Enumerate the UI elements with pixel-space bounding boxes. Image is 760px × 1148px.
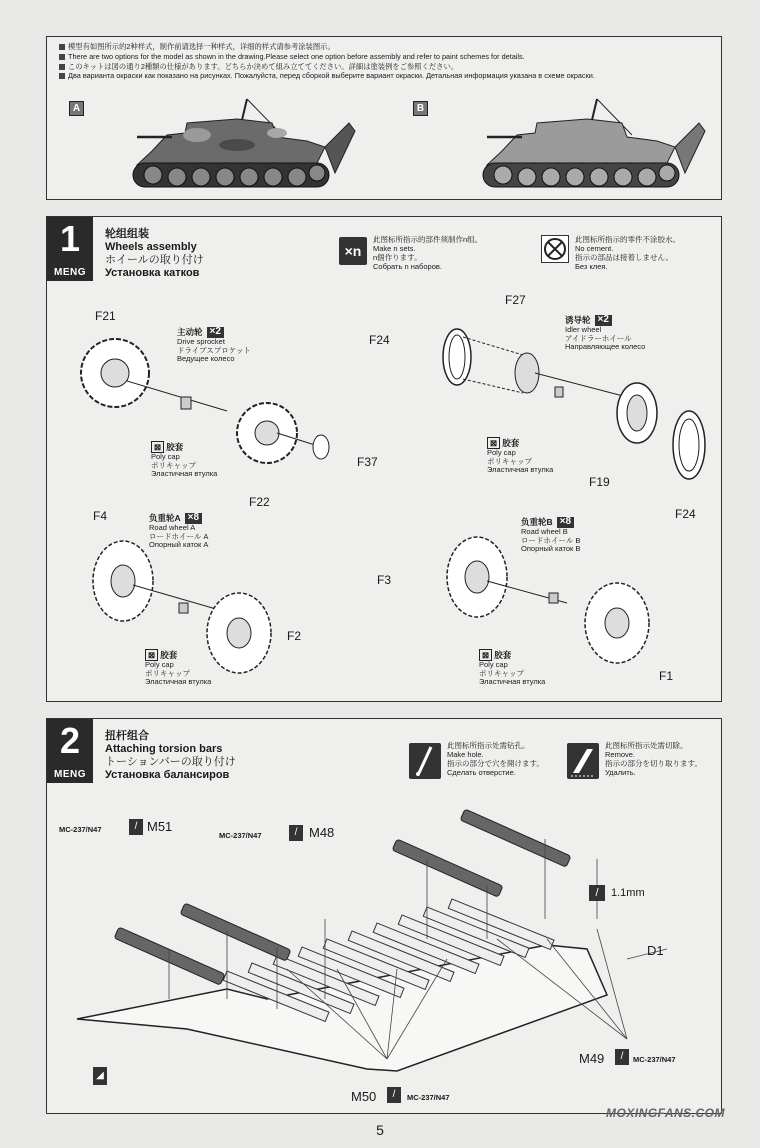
step1-panel bbox=[46, 216, 722, 702]
step2-panel bbox=[46, 718, 722, 1114]
part-f3: F3 bbox=[377, 573, 392, 587]
poly-cap-label-3: ⊠ 胶套 Poly cap ポリキャップ Эластичная втулка bbox=[145, 650, 212, 687]
step2-title: 扭杆组合 Attaching torsion bars トーションバーの取り付け Установка балансиров bbox=[105, 730, 236, 781]
idler-wheel-count: ×2 bbox=[595, 315, 612, 326]
step2-number: 2 bbox=[47, 719, 93, 769]
poly-cap-label-1: ⊠ 胶套 Poly cap ポリキャップ Эластичная втулка bbox=[151, 442, 218, 479]
note-en: There are two options for the model as shown in the drawing.Please select one option before assembly and refer to paint schemes for details. bbox=[68, 51, 525, 61]
poly-cap-label-2: ⊠ 胶套 Poly cap ポリキャップ Эластичная втулка bbox=[487, 438, 554, 475]
no-cement-small-icon: ⊠ bbox=[151, 441, 164, 453]
part-f27: F27 bbox=[505, 293, 526, 307]
road-wheel-b-count: ×8 bbox=[557, 517, 574, 528]
part-m48: M48 bbox=[309, 825, 335, 840]
road-wheel-a-label: 负重轮A ×8 Road wheel A ロードホイール A Опорный каток A bbox=[149, 512, 209, 550]
road-wheel-a-count: ×8 bbox=[185, 513, 202, 524]
en-flag-icon bbox=[59, 54, 65, 60]
step1-title: 轮组组装 Wheels assembly ホイールの取り付け Установка катков bbox=[105, 228, 204, 279]
part-f21: F21 bbox=[95, 309, 116, 323]
remove-icon bbox=[567, 743, 599, 779]
drive-sprocket-label: 主动轮 ×2 Drive sprocket ドライブスプロケット Ведущее колесо bbox=[177, 326, 251, 364]
drill-size: 1.1mm bbox=[611, 887, 645, 899]
part-f19: F19 bbox=[589, 475, 610, 489]
vehicle-option-a bbox=[97, 93, 367, 193]
no-cement-icon bbox=[541, 235, 569, 263]
remove-small-icon: ◢ bbox=[93, 1067, 107, 1085]
paint-code-m48: MC-237/N47 bbox=[219, 831, 262, 840]
step1-brand: MENG bbox=[47, 267, 93, 281]
paint-code-m51: MC-237/N47 bbox=[59, 825, 102, 834]
make-sets-icon: ×n bbox=[339, 237, 367, 265]
road-wheel-b-label: 负重轮B ×8 Road wheel B ロードホイール B Опорный каток B bbox=[521, 516, 581, 554]
note-ru: Два варианта окраски как показано на рисунках. Пожалуйста, перед сборкой выберите вариант окраски. Детальная информация указана в схеме окраски. bbox=[68, 71, 595, 81]
jp-flag-icon bbox=[59, 64, 65, 70]
note-cn: 模型有如图所示的2种样式，制作前请选择一种样式，详细的样式请参考涂装图示。 bbox=[68, 42, 335, 51]
idler-wheel-label: 诱导轮 ×2 Idler wheel アイドラーホイール Направляющее колесо bbox=[565, 314, 646, 352]
paint-code-m49: MC-237/N47 bbox=[633, 1055, 676, 1064]
option-b-label: B bbox=[413, 101, 428, 116]
watermark: MOXINGFANS.COM bbox=[606, 1106, 726, 1120]
make-hole-icon bbox=[409, 743, 441, 779]
part-f24-top: F24 bbox=[369, 333, 390, 347]
poly-cap-label-4: ⊠ 胶套 Poly cap ポリキャップ Эластичная втулка bbox=[479, 650, 546, 687]
vehicle-option-b bbox=[447, 93, 717, 193]
paint-brush-icon: / bbox=[129, 819, 143, 835]
ru-flag-icon bbox=[59, 73, 65, 79]
note-jp: このキットは図の通り2種類の仕様があります。どちらか決めて組み立ててください。詳細は塗装例をご参照ください。 bbox=[68, 61, 459, 71]
part-d1: D1 bbox=[647, 943, 664, 958]
option-a-label: A bbox=[69, 101, 84, 116]
remove-note: 此图标所指示处需切除。 Remove. 指示の部分を切り取ります。 Удалить. bbox=[605, 741, 702, 777]
cn-flag-icon bbox=[59, 44, 65, 50]
step1-number: 1 bbox=[47, 217, 93, 267]
page-number: 5 bbox=[376, 1122, 384, 1138]
part-m49: M49 bbox=[579, 1051, 605, 1066]
drive-sprocket-count: ×2 bbox=[207, 327, 224, 338]
step2-brand: MENG bbox=[47, 769, 93, 783]
part-m51: M51 bbox=[147, 819, 173, 834]
paint-code-m50: MC-237/N47 bbox=[407, 1093, 450, 1102]
paint-brush-icon-4: / bbox=[387, 1087, 401, 1103]
part-f22: F22 bbox=[249, 495, 270, 509]
part-f37: F37 bbox=[357, 455, 378, 469]
paint-brush-icon-2: / bbox=[289, 825, 303, 841]
part-f2: F2 bbox=[287, 629, 302, 643]
options-panel bbox=[46, 36, 722, 200]
make-hole-note: 此图标所指示处需钻孔。 Make hole. 指示の部分で穴を開けます。 Сделать отверстие. bbox=[447, 741, 544, 777]
no-cement-note: 此图标所指示的零件不涂胶水。 No cement. 指示の部品は接着しません。 Без клея. bbox=[575, 235, 680, 271]
paint-brush-icon-3: / bbox=[615, 1049, 629, 1065]
part-m50: M50 bbox=[351, 1089, 377, 1104]
drill-icon: / bbox=[589, 885, 605, 901]
make-sets-note: 此图标所指示的部件须制作n组。 Make n sets. n個作ります。 Собрать n наборов. bbox=[373, 235, 483, 271]
part-f4: F4 bbox=[93, 509, 108, 523]
part-f24-bottom: F24 bbox=[675, 507, 696, 521]
option-notes bbox=[59, 42, 595, 81]
torsion-bar-diagram bbox=[67, 799, 707, 1099]
road-wheel-b-diagram bbox=[437, 533, 677, 683]
part-f1: F1 bbox=[659, 669, 674, 683]
